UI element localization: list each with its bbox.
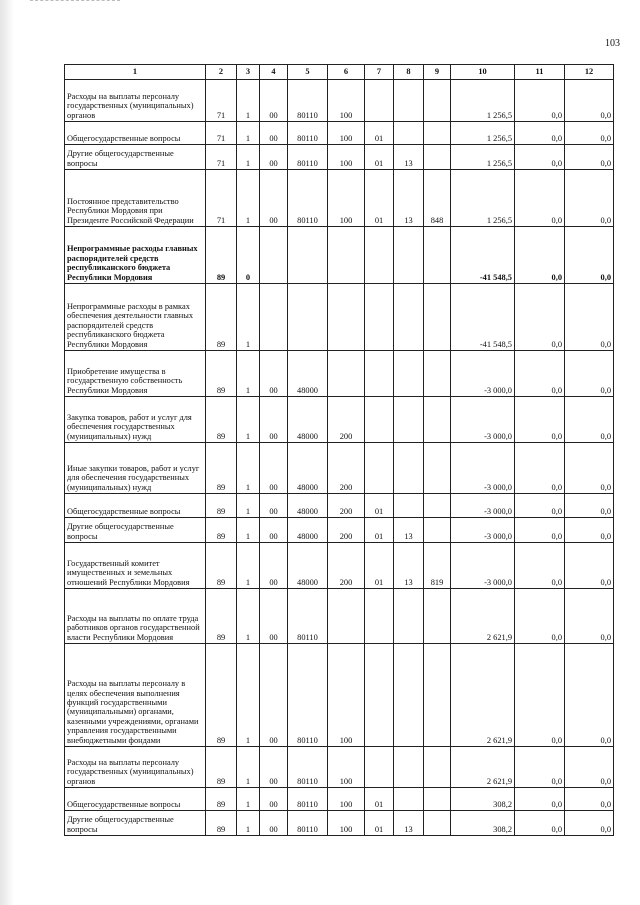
code-cell-6: 100 — [328, 80, 365, 122]
code-cell-2: 71 — [206, 145, 237, 170]
code-cell-5: 80110 — [288, 145, 328, 170]
amount-cell-10: -3 000,0 — [451, 397, 515, 443]
amount-cell-12: 0,0 — [565, 518, 614, 543]
col-header-6: 6 — [328, 65, 365, 80]
code-cell-4: 00 — [260, 145, 288, 170]
amount-cell-10: -3 000,0 — [451, 351, 515, 397]
code-cell-9 — [424, 518, 451, 543]
code-cell-6: 200 — [328, 543, 365, 589]
amount-cell-11: 0,0 — [515, 494, 565, 518]
code-cell-3: 1 — [237, 284, 260, 351]
amount-cell-11: 0,0 — [515, 589, 565, 644]
row-name-cell: Общегосударственные вопросы — [65, 788, 206, 811]
col-header-12: 12 — [565, 65, 614, 80]
code-cell-8 — [394, 80, 424, 122]
amount-cell-11: 0,0 — [515, 543, 565, 589]
amount-cell-12: 0,0 — [565, 170, 614, 227]
code-cell-3: 1 — [237, 518, 260, 543]
code-cell-3: 0 — [237, 227, 260, 284]
col-header-9: 9 — [424, 65, 451, 80]
code-cell-5: 48000 — [288, 397, 328, 443]
code-cell-4: 00 — [260, 443, 288, 494]
code-cell-4: 00 — [260, 80, 288, 122]
code-cell-9 — [424, 644, 451, 747]
code-cell-8 — [394, 443, 424, 494]
code-cell-9 — [424, 589, 451, 644]
code-cell-2: 89 — [206, 747, 237, 788]
code-cell-5: 48000 — [288, 518, 328, 543]
table-row — [65, 644, 614, 747]
amount-cell-10: -3 000,0 — [451, 494, 515, 518]
code-cell-8: 13 — [394, 170, 424, 227]
amount-cell-10: -41 548,5 — [451, 227, 515, 284]
table-row — [65, 122, 614, 145]
code-cell-3: 1 — [237, 122, 260, 145]
code-cell-8 — [394, 122, 424, 145]
table-row — [65, 811, 614, 836]
amount-cell-12: 0,0 — [565, 443, 614, 494]
amount-cell-11: 0,0 — [515, 397, 565, 443]
code-cell-3: 1 — [237, 747, 260, 788]
code-cell-9 — [424, 811, 451, 836]
amount-cell-12: 0,0 — [565, 351, 614, 397]
row-name-cell: Приобретение имущества в государственную собственность Республики Мордовия — [65, 351, 206, 397]
code-cell-2: 89 — [206, 397, 237, 443]
code-cell-7: 01 — [365, 543, 394, 589]
amount-cell-10: 308,2 — [451, 811, 515, 836]
amount-cell-10: -3 000,0 — [451, 443, 515, 494]
code-cell-5: 80110 — [288, 811, 328, 836]
row-name-cell: Общегосударственные вопросы — [65, 122, 206, 145]
code-cell-7 — [365, 443, 394, 494]
col-header-11: 11 — [515, 65, 565, 80]
amount-cell-11: 0,0 — [515, 170, 565, 227]
code-cell-7 — [365, 747, 394, 788]
code-cell-9 — [424, 351, 451, 397]
code-cell-7 — [365, 80, 394, 122]
code-cell-5: 48000 — [288, 494, 328, 518]
code-cell-9: 848 — [424, 170, 451, 227]
col-header-5: 5 — [288, 65, 328, 80]
table-row — [65, 747, 614, 788]
table-row — [65, 589, 614, 644]
code-cell-8 — [394, 589, 424, 644]
code-cell-6 — [328, 227, 365, 284]
table-header-row — [65, 65, 614, 80]
code-cell-6: 100 — [328, 747, 365, 788]
amount-cell-11: 0,0 — [515, 747, 565, 788]
table-body — [65, 80, 614, 836]
code-cell-3: 1 — [237, 589, 260, 644]
code-cell-9 — [424, 145, 451, 170]
amount-cell-10: 308,2 — [451, 788, 515, 811]
code-cell-9 — [424, 80, 451, 122]
code-cell-7 — [365, 351, 394, 397]
row-name-cell: Общегосударственные вопросы — [65, 494, 206, 518]
code-cell-9: 819 — [424, 543, 451, 589]
amount-cell-12: 0,0 — [565, 397, 614, 443]
amount-cell-12: 0,0 — [565, 494, 614, 518]
code-cell-2: 89 — [206, 644, 237, 747]
code-cell-8: 13 — [394, 811, 424, 836]
table-row — [65, 170, 614, 227]
code-cell-2: 89 — [206, 227, 237, 284]
code-cell-7: 01 — [365, 788, 394, 811]
amount-cell-11: 0,0 — [515, 811, 565, 836]
code-cell-7 — [365, 644, 394, 747]
code-cell-8: 13 — [394, 543, 424, 589]
amount-cell-10: 2 621,9 — [451, 589, 515, 644]
amount-cell-12: 0,0 — [565, 747, 614, 788]
code-cell-5 — [288, 227, 328, 284]
code-cell-9 — [424, 788, 451, 811]
code-cell-4: 00 — [260, 811, 288, 836]
code-cell-5: 80110 — [288, 589, 328, 644]
amount-cell-10: 2 621,9 — [451, 747, 515, 788]
code-cell-5 — [288, 284, 328, 351]
row-name-cell: Государственный комитет имущественных и земельных отношений Республики Мордовия — [65, 543, 206, 589]
amount-cell-12: 0,0 — [565, 122, 614, 145]
amount-cell-11: 0,0 — [515, 788, 565, 811]
code-cell-6 — [328, 351, 365, 397]
amount-cell-11: 0,0 — [515, 284, 565, 351]
amount-cell-12: 0,0 — [565, 284, 614, 351]
code-cell-5: 80110 — [288, 788, 328, 811]
budget-table — [64, 64, 614, 836]
row-name-cell: Другие общегосударственные вопросы — [65, 145, 206, 170]
code-cell-7 — [365, 397, 394, 443]
amount-cell-12: 0,0 — [565, 644, 614, 747]
amount-cell-11: 0,0 — [515, 518, 565, 543]
code-cell-6: 200 — [328, 397, 365, 443]
row-name-cell: Другие общегосударственные вопросы — [65, 811, 206, 836]
amount-cell-11: 0,0 — [515, 644, 565, 747]
table-row — [65, 284, 614, 351]
row-name-cell: Расходы на выплаты персоналу государственных (муниципальных) органов — [65, 80, 206, 122]
amount-cell-11: 0,0 — [515, 227, 565, 284]
code-cell-9 — [424, 122, 451, 145]
code-cell-3: 1 — [237, 788, 260, 811]
code-cell-5: 48000 — [288, 443, 328, 494]
amount-cell-12: 0,0 — [565, 80, 614, 122]
code-cell-6: 100 — [328, 145, 365, 170]
col-header-2: 2 — [206, 65, 237, 80]
code-cell-2: 89 — [206, 788, 237, 811]
code-cell-5: 80110 — [288, 747, 328, 788]
row-name-cell: Расходы на выплаты по оплате труда работников органов государственной власти Республики Мордовия — [65, 589, 206, 644]
code-cell-3: 1 — [237, 397, 260, 443]
code-cell-2: 89 — [206, 443, 237, 494]
amount-cell-10: -41 548,5 — [451, 284, 515, 351]
code-cell-7: 01 — [365, 170, 394, 227]
code-cell-4 — [260, 284, 288, 351]
row-name-cell: Иные закупки товаров, работ и услуг для обеспечения государственных (муниципальных) нужд — [65, 443, 206, 494]
code-cell-8 — [394, 227, 424, 284]
table-row — [65, 518, 614, 543]
code-cell-2: 89 — [206, 351, 237, 397]
code-cell-5: 80110 — [288, 80, 328, 122]
code-cell-9 — [424, 494, 451, 518]
code-cell-9 — [424, 284, 451, 351]
col-header-3: 3 — [237, 65, 260, 80]
code-cell-4: 00 — [260, 518, 288, 543]
code-cell-2: 89 — [206, 589, 237, 644]
code-cell-7 — [365, 227, 394, 284]
code-cell-3: 1 — [237, 443, 260, 494]
amount-cell-10: -3 000,0 — [451, 543, 515, 589]
code-cell-4: 00 — [260, 543, 288, 589]
code-cell-3: 1 — [237, 170, 260, 227]
amount-cell-10: 1 256,5 — [451, 122, 515, 145]
row-name-cell: Закупка товаров, работ и услуг для обеспечения государственных (муниципальных) нужд — [65, 397, 206, 443]
row-name-cell: Другие общегосударственные вопросы — [65, 518, 206, 543]
code-cell-3: 1 — [237, 811, 260, 836]
col-header-8: 8 — [394, 65, 424, 80]
col-header-7: 7 — [365, 65, 394, 80]
code-cell-8 — [394, 788, 424, 811]
code-cell-7: 01 — [365, 811, 394, 836]
code-cell-7: 01 — [365, 494, 394, 518]
code-cell-4: 00 — [260, 747, 288, 788]
code-cell-6: 100 — [328, 788, 365, 811]
amount-cell-12: 0,0 — [565, 227, 614, 284]
code-cell-6: 200 — [328, 518, 365, 543]
row-name-cell: Расходы на выплаты персоналу государственных (муниципальных) органов — [65, 747, 206, 788]
code-cell-2: 71 — [206, 80, 237, 122]
code-cell-2: 71 — [206, 170, 237, 227]
table-row — [65, 443, 614, 494]
code-cell-3: 1 — [237, 543, 260, 589]
code-cell-2: 89 — [206, 284, 237, 351]
code-cell-5: 48000 — [288, 351, 328, 397]
code-cell-4 — [260, 227, 288, 284]
code-cell-3: 1 — [237, 145, 260, 170]
code-cell-6: 100 — [328, 170, 365, 227]
code-cell-5: 80110 — [288, 122, 328, 145]
code-cell-6 — [328, 589, 365, 644]
code-cell-4: 00 — [260, 122, 288, 145]
amount-cell-10: 2 621,9 — [451, 644, 515, 747]
row-name-cell: Расходы на выплаты персоналу в целях обеспечения выполнения функций государственными (муниципальными) органами, казенными учреждениями, органами управления государственными внебюджетными фондами — [65, 644, 206, 747]
row-name-cell: Непрограммные расходы главных распорядителей средств республиканского бюджета Республики Мордовия — [65, 227, 206, 284]
code-cell-5: 80110 — [288, 644, 328, 747]
code-cell-6: 200 — [328, 494, 365, 518]
code-cell-4: 00 — [260, 788, 288, 811]
scan-top-mark — [30, 0, 120, 3]
code-cell-8 — [394, 747, 424, 788]
table-row — [65, 227, 614, 284]
code-cell-5: 48000 — [288, 543, 328, 589]
amount-cell-11: 0,0 — [515, 145, 565, 170]
table-row — [65, 145, 614, 170]
code-cell-4: 00 — [260, 644, 288, 747]
amount-cell-11: 0,0 — [515, 80, 565, 122]
row-name-cell: Непрограммные расходы в рамках обеспечения деятельности главных распорядителей средств республиканского бюджета Республики Мордовия — [65, 284, 206, 351]
code-cell-3: 1 — [237, 494, 260, 518]
amount-cell-12: 0,0 — [565, 543, 614, 589]
code-cell-9 — [424, 227, 451, 284]
amount-cell-11: 0,0 — [515, 122, 565, 145]
code-cell-6: 100 — [328, 811, 365, 836]
code-cell-6: 100 — [328, 122, 365, 145]
code-cell-2: 89 — [206, 518, 237, 543]
table-row — [65, 351, 614, 397]
code-cell-3: 1 — [237, 80, 260, 122]
table-row — [65, 788, 614, 811]
code-cell-4: 00 — [260, 170, 288, 227]
col-header-1: 1 — [65, 65, 206, 80]
code-cell-9 — [424, 747, 451, 788]
amount-cell-12: 0,0 — [565, 145, 614, 170]
code-cell-2: 89 — [206, 543, 237, 589]
code-cell-2: 89 — [206, 811, 237, 836]
code-cell-8: 13 — [394, 145, 424, 170]
code-cell-7 — [365, 284, 394, 351]
code-cell-9 — [424, 397, 451, 443]
amount-cell-10: 1 256,5 — [451, 145, 515, 170]
code-cell-7: 01 — [365, 145, 394, 170]
code-cell-3: 1 — [237, 351, 260, 397]
page-number: 103 — [605, 38, 620, 49]
code-cell-8 — [394, 284, 424, 351]
amount-cell-11: 0,0 — [515, 351, 565, 397]
code-cell-8 — [394, 644, 424, 747]
amount-cell-12: 0,0 — [565, 788, 614, 811]
code-cell-6: 200 — [328, 443, 365, 494]
code-cell-2: 71 — [206, 122, 237, 145]
code-cell-9 — [424, 443, 451, 494]
code-cell-5: 80110 — [288, 170, 328, 227]
code-cell-6 — [328, 284, 365, 351]
amount-cell-10: -3 000,0 — [451, 518, 515, 543]
amount-cell-12: 0,0 — [565, 811, 614, 836]
amount-cell-11: 0,0 — [515, 443, 565, 494]
code-cell-7: 01 — [365, 122, 394, 145]
code-cell-7 — [365, 589, 394, 644]
code-cell-8: 13 — [394, 518, 424, 543]
code-cell-6: 100 — [328, 644, 365, 747]
table-row — [65, 543, 614, 589]
row-name-cell: Постоянное представительство Республики Мордовия при Президенте Российской Федерации — [65, 170, 206, 227]
code-cell-3: 1 — [237, 644, 260, 747]
scan-edge-shadow — [0, 0, 14, 905]
table-row — [65, 80, 614, 122]
code-cell-8 — [394, 351, 424, 397]
code-cell-8 — [394, 494, 424, 518]
code-cell-4: 00 — [260, 589, 288, 644]
amount-cell-10: 1 256,5 — [451, 170, 515, 227]
code-cell-2: 89 — [206, 494, 237, 518]
amount-cell-10: 1 256,5 — [451, 80, 515, 122]
col-header-10: 10 — [451, 65, 515, 80]
amount-cell-12: 0,0 — [565, 589, 614, 644]
table-row — [65, 397, 614, 443]
code-cell-4: 00 — [260, 351, 288, 397]
code-cell-7: 01 — [365, 518, 394, 543]
code-cell-4: 00 — [260, 494, 288, 518]
code-cell-8 — [394, 397, 424, 443]
col-header-4: 4 — [260, 65, 288, 80]
code-cell-4: 00 — [260, 397, 288, 443]
table-row — [65, 494, 614, 518]
